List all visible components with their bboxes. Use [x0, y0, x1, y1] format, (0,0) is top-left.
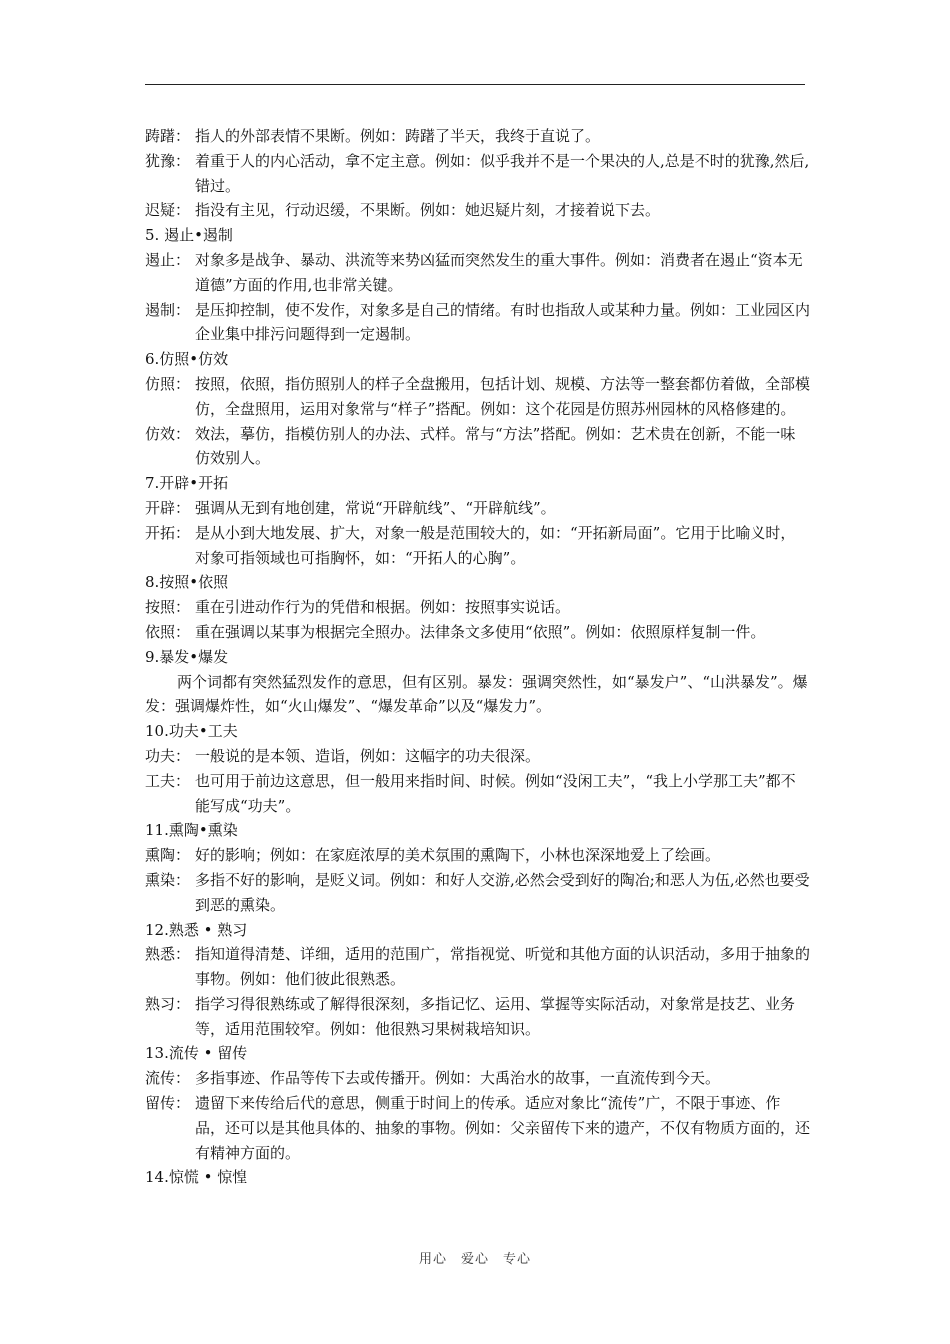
entry-term: 仿照： — [145, 374, 191, 393]
entry-term: 遏制： — [145, 300, 191, 319]
entry-term: 踌躇： — [145, 127, 191, 145]
entry-term: 熏染： — [145, 870, 191, 889]
section-heading: 8.按照•依照 — [145, 573, 229, 592]
entry-definition: 重在引进动作行为的凭借和根据。例如：按照事实说话。 — [195, 598, 571, 617]
definition-entry — [145, 595, 810, 620]
entry-definition: 多指事迹、作品等传下去或传播开。例如：大禹治水的故事，一直流传到今天。 — [195, 1069, 721, 1088]
entry-definition: 一般说的是本领、造诣，例如：这幅字的功夫很深。 — [195, 746, 541, 765]
definition-entry — [145, 942, 810, 992]
entry-term: 熟悉： — [145, 945, 191, 964]
section-heading: 13.流传 • 留传 — [145, 1044, 248, 1063]
definition-entry — [145, 521, 810, 571]
entry-term: 迟疑： — [145, 201, 191, 220]
paragraph: 两个词都有突然猛烈发作的意思，但有区别。暴发：强调突然性，如“暴发户”、“山洪暴发”。爆发：强调爆炸性，如“火山爆发”、“爆发革命”以及“爆发力”。 — [145, 672, 808, 716]
section-heading: 14.惊慌 • 惊惶 — [145, 1168, 248, 1187]
entry-term: 功夫： — [145, 746, 191, 765]
entry-term: 留传： — [145, 1094, 191, 1113]
definition-entry — [145, 372, 810, 422]
entry-definition: 是从小到大地发展、扩大，对象一般是范围较大的，如：“开拓新局面”。它用于比喻义时，对象可指领域也可指胸怀，如：“开拓人的心胸”。 — [195, 523, 796, 567]
entry-term: 开拓： — [145, 523, 191, 542]
definition-entry — [145, 992, 810, 1042]
entry-definition: 指知道得清楚、详细，适用的范围广，常指视觉、听觉和其他方面的认识活动，多用于抽象的事物。例如：他们彼此很熟悉。 — [195, 945, 811, 989]
entry-term: 仿效： — [145, 424, 191, 443]
definition-entry — [145, 248, 810, 298]
definition-entry — [145, 744, 810, 769]
entry-definition: 是压抑控制，使不发作，对象多是自己的情绪。有时也指敌人或某种力量。例如：工业园区内企业集中排污问题得到一定遏制。 — [195, 300, 811, 344]
section-heading: 9.暴发•爆发 — [145, 647, 229, 666]
definition-entry — [145, 198, 810, 223]
section-heading: 12.熟悉 • 熟习 — [145, 920, 248, 939]
entry-definition: 指人的外部表情不果断。例如：踌躇了半天，我终于直说了。 — [195, 127, 601, 145]
entry-term: 开辟： — [145, 498, 191, 517]
section-heading: 5. 遏止•遏制 — [145, 226, 233, 245]
definition-entry — [145, 620, 810, 645]
definition-entry — [145, 769, 810, 819]
section-heading: 11.熏陶•熏染 — [145, 821, 238, 840]
entry-term: 熟习： — [145, 994, 191, 1013]
entry-term: 依照： — [145, 622, 191, 641]
header-rule — [145, 84, 805, 85]
definition-entry — [145, 496, 810, 521]
entry-term: 流传： — [145, 1069, 191, 1088]
entry-definition: 指没有主见，行动迟缓，不果断。例如：她迟疑片刻，才接着说下去。 — [195, 201, 661, 220]
entry-definition: 强调从无到有地创建，常说“开辟航线”、“开辟航线”。 — [195, 498, 556, 517]
entry-term: 按照： — [145, 598, 191, 617]
entry-definition: 对象多是战争、暴动、洪流等来势凶猛而突然发生的重大事件。例如：消费者在遏止“资本无道德”方面的作用,也非常关键。 — [195, 250, 803, 294]
entry-term: 犹豫： — [145, 151, 191, 170]
entry-term: 遏止： — [145, 250, 191, 269]
definition-entry — [145, 124, 810, 149]
definition-entry — [145, 1091, 810, 1165]
entry-term: 工夫： — [145, 771, 191, 790]
section-heading: 7.开辟•开拓 — [145, 474, 229, 493]
section-heading: 6.仿照•仿效 — [145, 350, 229, 369]
entry-definition: 效法，摹仿，指模仿别人的办法、式样。常与“方法”搭配。例如：艺术贵在创新，不能一味仿效别人。 — [195, 424, 796, 468]
definition-entry — [145, 422, 810, 472]
entry-definition: 也可用于前边这意思，但一般用来指时间、时候。例如“没闲工夫”，“我上小学那工夫”都不能写成“功夫”。 — [195, 771, 796, 815]
page-footer: 用心 爱心 专心 — [418, 1252, 531, 1267]
entry-definition: 指学习得很熟练或了解得很深刻，多指记忆、运用、掌握等实际活动，对象常是技艺、业务等，适用范围较窄。例如：他很熟习果树栽培知识。 — [195, 994, 796, 1038]
definition-entry — [145, 149, 810, 199]
entry-definition: 着重于人的内心活动，拿不定主意。例如：似乎我并不是一个果决的人,总是不时的犹豫,然后,错过。 — [195, 151, 810, 195]
entry-definition: 好的影响；例如：在家庭浓厚的美术氛围的熏陶下，小林也深深地爱上了绘画。 — [195, 846, 721, 865]
definition-entry — [145, 298, 810, 348]
entry-definition: 遗留下来传给后代的意思，侧重于时间上的传承。适应对象比“流传”广，不限于事迹、作品，还可以是其他具体的、抽象的事物。例如：父亲留传下来的遗产，不仅有物质方面的，还有精神方面的。 — [195, 1094, 811, 1162]
entry-definition: 重在强调以某事为根据完全照办。法律条文多使用“依照”。例如：依照原样复制一件。 — [195, 622, 766, 641]
section-heading: 10.功夫•工夫 — [145, 722, 238, 741]
definition-entry — [145, 868, 810, 918]
definition-entry — [145, 1066, 810, 1091]
document-body — [145, 124, 810, 1190]
entry-definition: 多指不好的影响，是贬义词。例如：和好人交游,必然会受到好的陶冶;和恶人为伍,必然也要受到恶的熏染。 — [195, 870, 810, 914]
entry-definition: 按照，依照，指仿照别人的样子全盘搬用，包括计划、规模、方法等一整套都仿着做，全部模仿，全盘照用，运用对象常与“样子”搭配。例如：这个花园是仿照苏州园林的风格修建的。 — [195, 374, 811, 418]
definition-entry — [145, 843, 810, 868]
entry-term: 熏陶： — [145, 846, 191, 865]
